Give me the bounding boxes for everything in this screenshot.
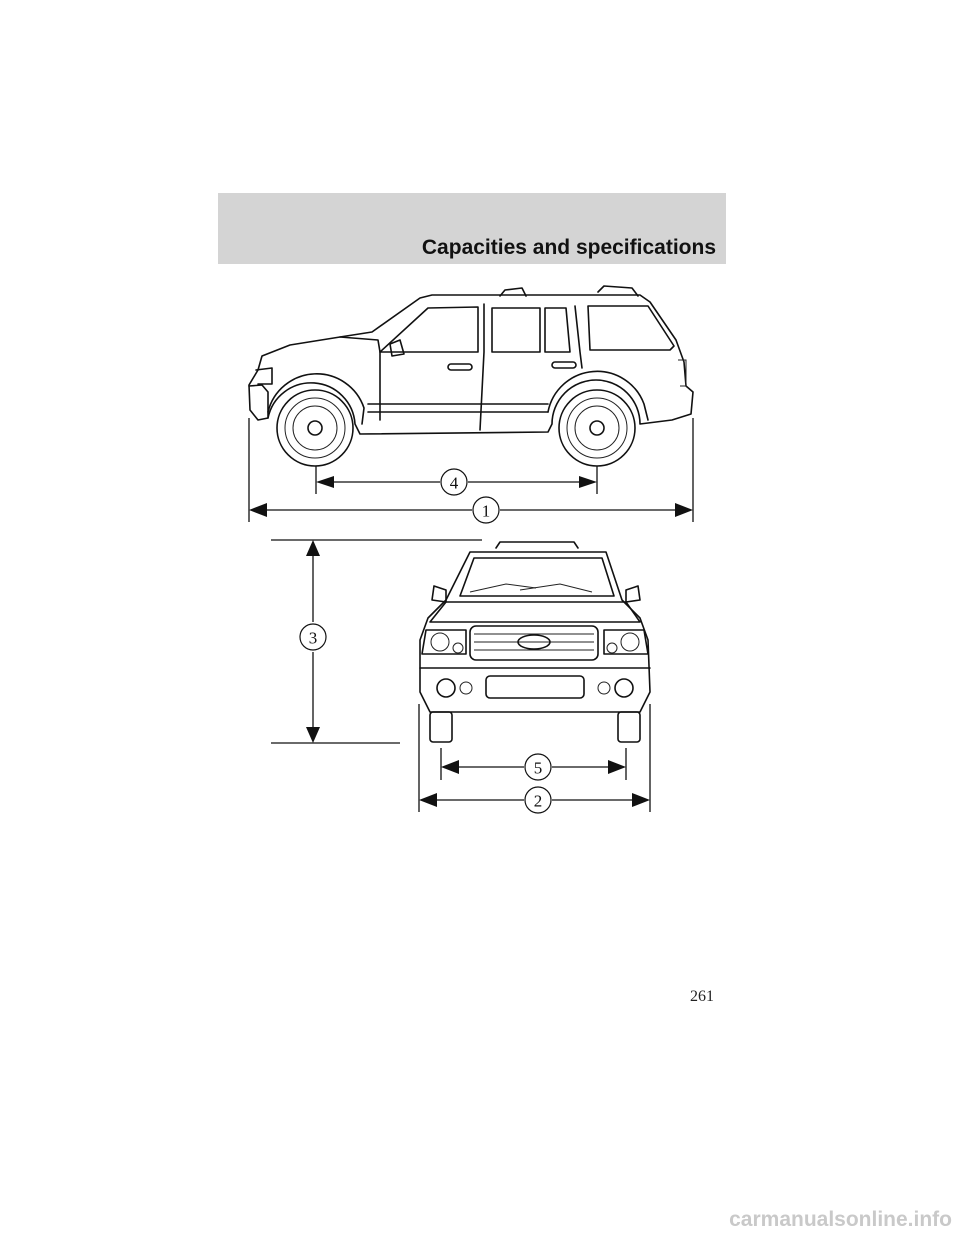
callout-2-label: 2	[533, 791, 543, 811]
dimension-lines-front	[271, 540, 650, 812]
watermark-text: carmanualsonline.info	[729, 1208, 952, 1231]
callout-2	[525, 787, 551, 813]
callout-4-label: 4	[449, 473, 459, 493]
callout-4	[441, 469, 467, 495]
callout-1-label: 1	[481, 501, 491, 521]
vehicle-side-view	[249, 286, 693, 466]
callout-5	[525, 754, 551, 780]
section-title: Capacities and specifications	[421, 236, 716, 259]
vehicle-front-view	[420, 542, 650, 742]
callout-3	[300, 624, 326, 650]
callout-5-label: 5	[533, 758, 543, 778]
callout-1	[473, 497, 499, 523]
page-number: 261	[690, 988, 714, 1005]
callout-3-label: 3	[308, 628, 318, 648]
